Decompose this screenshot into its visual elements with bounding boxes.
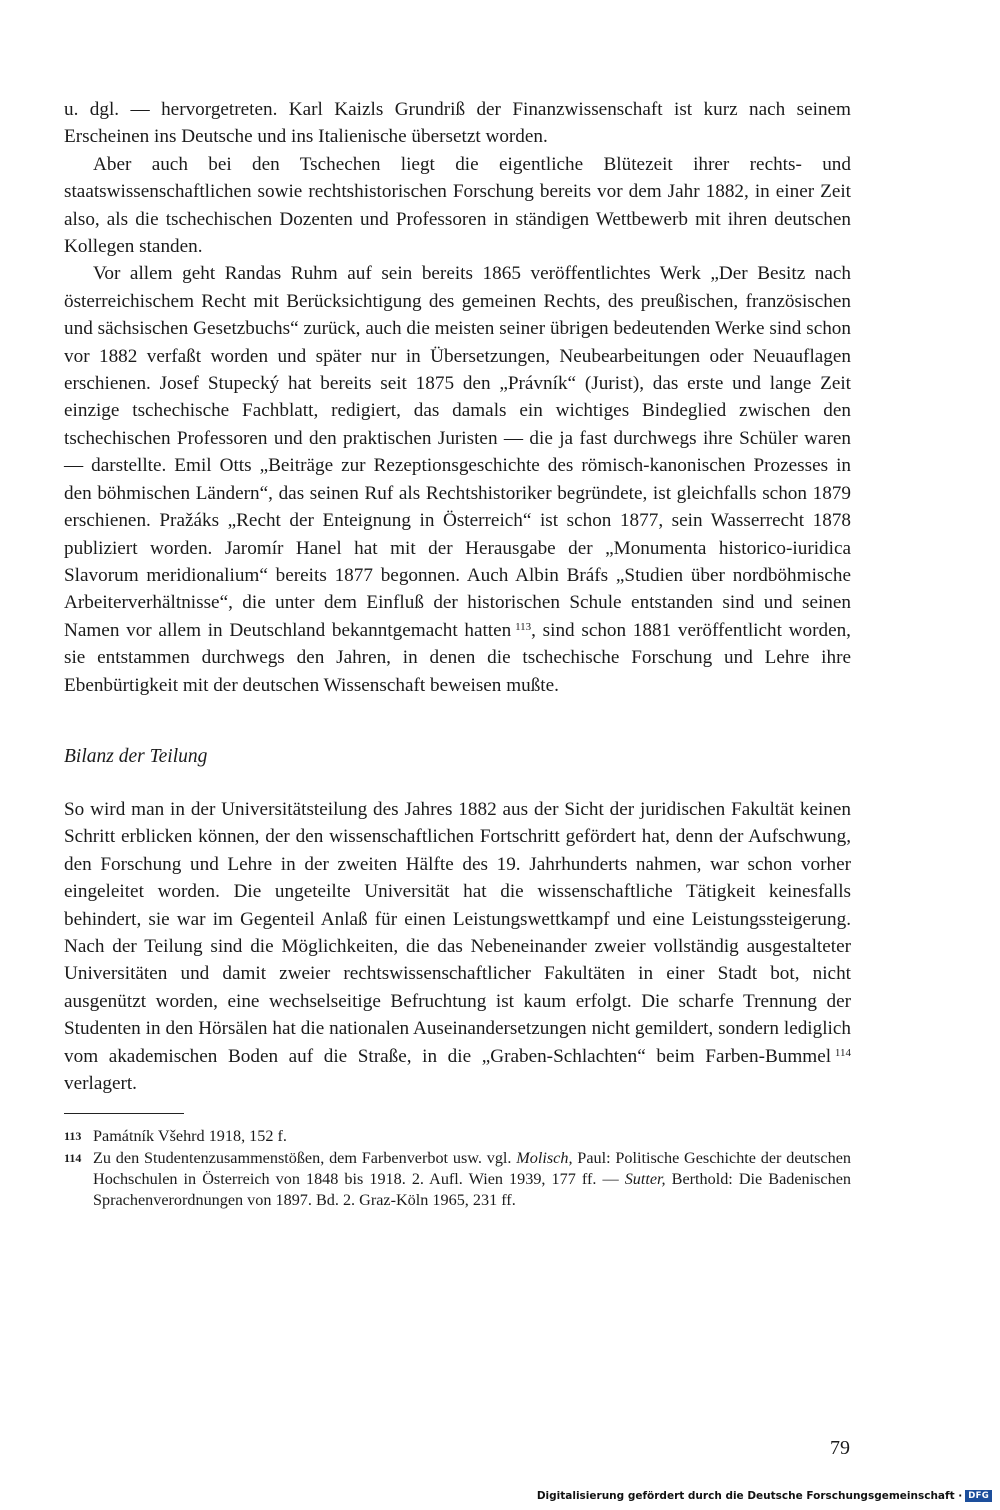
dfg-logo-icon: DFG [965, 1490, 992, 1502]
footnote-number: 113 [64, 1129, 82, 1144]
footnote-text-part: Zu den Studentenzusammenstößen, dem Farbenverbot usw. vgl. [93, 1148, 517, 1167]
paragraph-3 [64, 260, 851, 699]
digitization-footer [537, 1489, 992, 1503]
section-heading: Bilanz der Teilung [64, 745, 208, 767]
footnote-text-part: Berthold: Die Badenischen Sprachenverordnungen von 1897. Bd. 2. Graz-Köln 1965, 231 ff. [93, 1169, 851, 1210]
footnote-text-part: Paul: Politische Geschichte der deutschen Hochschulen in Österreich von 1848 bis 1918. 2. Aufl. Wien 1939, 177 ff. — [93, 1148, 851, 1188]
footnote-114 [64, 1148, 851, 1212]
footnote-divider [64, 1113, 184, 1114]
footnote-text: Památník Všehrd 1918, 152 f. [93, 1127, 287, 1146]
page-body [64, 96, 851, 1211]
paragraph-3-text: Vor allem geht Randas Ruhm auf sein bereits 1865 veröffentlichtes Werk „Der Besitz nach österreichischem Recht mit Berücksichtigung des gemeinen Rechts, des preußischen, französischen und sächsischen Gesetzbuchs“ zurück, auch die meisten seiner übrigen bedeutenden Werke sind schon vor 1882 verfaßt worden und später nur in Übersetzungen, Neubearbeitungen oder Neuauflagen erschienen. Josef Stupecký hat bereits seit 1875 den „Právník“ (Jurist), das erste und lange Zeit einzige tschechische Fachblatt, redigiert, das damals ein wichtiges Bindeglied zwischen den tschechischen Professoren und den praktischen Juristen — die ja fast durchwegs ihre Schüler waren — darstellte. Emil Otts „Beiträge zur Rezeptionsgeschichte des römisch-kanonischen Prozesses in den böhmischen Ländern“, das seinen Ruf als Rechtshistoriker begründete, ist gleichfalls schon 1879 erschienen. Pražáks „Recht der Enteignung in Österreich“ ist schon 1877, sein Wasserrecht 1878 publiziert worden. Jaromír Hanel hat mit der Herausgabe der „Monumenta historico-iuridica Slavorum meridionalium“ bereits 1877 begonnen. Auch Albin Bráfs „Studien über nordböhmische Arbeiterverhältnisse“, die unter dem Einfluß der historischen Schule entstanden sind und seinen Namen vor allem in Deutschland bekanntgemacht hatten [64, 263, 851, 641]
paragraph-2: Aber auch bei den Tschechen liegt die eigentliche Blütezeit ihrer rechts- und staatswissenschaftlichen sowie rechtshistorischen Forschung bereits vor dem Jahr 1882, in einer Zeit also, als die tschechischen Dozenten und Professoren in ständigen Wettbewerb mit ihren deutschen Kollegen standen. [64, 153, 851, 258]
section-paragraph [64, 796, 851, 1097]
paragraph-1: u. dgl. — hervorgetreten. Karl Kaizls Grundriß der Finanzwissenschaft ist kurz nach seinem Erscheinen ins Deutsche und ins Italienische übersetzt worden. [64, 99, 851, 148]
section-paragraph-text-cont: verlagert. [64, 1073, 137, 1094]
footnote-ref-113[interactable]: 113 [515, 620, 532, 633]
footnote-text [93, 1148, 851, 1212]
footnote-ref-114[interactable]: 114 [834, 1046, 851, 1059]
section-paragraph-text: So wird man in der Universitätsteilung des Jahres 1882 aus der Sicht der juridischen Fakultät keinen Schritt erblicken können, der den wissenschaftlichen Fortschritt gefördert hat, denn der Aufschwung, den Forschung und Lehre in der zweiten Hälfte des 19. Jahrhunderts nahmen, war schon vorher eingeleitet worden. Die ungeteilte Universität hat die wissenschaftliche Tätigkeit keinesfalls behindert, sie war im Gegenteil Anlaß für einen Leistungswettkampf und eine Leistungssteigerung. Nach der Teilung sind die Möglichkeiten, die das Nebeneinander zweier vollständig ausgestalteter Universitäten und damit zweier rechtswissenschaftlicher Fakultäten in einer Stadt bot, nicht ausgenützt worden, eine wechselseitige Befruchtung ist kaum erfolgt. Die scharfe Trennung der Studenten in den Hörsälen hat die nationalen Auseinandersetzungen nicht gemildert, sondern lediglich vom akademischen Boden auf die Straße, in die „Graben-Schlachten“ beim Farben-Bummel [64, 798, 851, 1067]
page-number: 79 [830, 1437, 850, 1459]
footnote-author: Sutter, [624, 1169, 666, 1188]
footnote-113 [64, 1126, 851, 1147]
digitization-note: Digitalisierung gefördert durch die Deutsche Forschungsgemeinschaft · [536, 1490, 963, 1502]
footnote-number: 114 [64, 1150, 82, 1165]
footnote-author: Molisch, [516, 1148, 573, 1167]
paragraph-3-text-cont: , sind schon 1881 veröffentlicht worden, sie entstammen durchwegs den Jahren, in denen die tschechische Forschung und Lehre ihre Ebenbürtigkeit mit der deutschen Wissenschaft beweisen mußte. [64, 619, 851, 696]
